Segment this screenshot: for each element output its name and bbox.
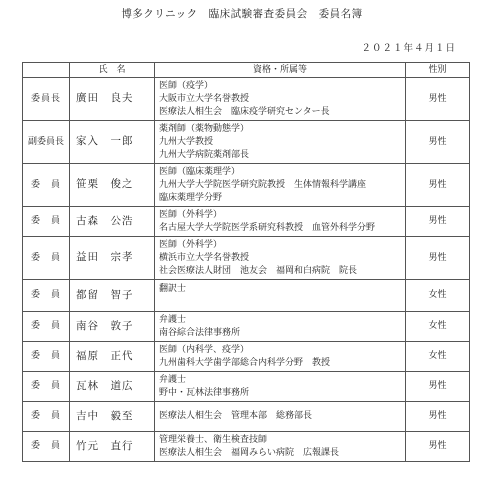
qual-line: 九州大学病院薬剤部長 [159, 149, 250, 160]
role-cell: 副委員長 [23, 121, 70, 164]
role-cell: 委 員 [23, 402, 70, 432]
sex-cell: 男性 [406, 402, 470, 432]
member-name: 益田 宗孝 [76, 251, 134, 263]
qual-line: 臨床薬理学分野 [159, 192, 223, 203]
role-cell: 委 員 [23, 207, 70, 237]
sex-cell: 女性 [406, 312, 470, 342]
document-date: ２０２１年４月１日 [361, 43, 456, 54]
table-row [23, 402, 470, 432]
member-name: 都留 智子 [76, 288, 134, 301]
role-cell: 委 員 [23, 432, 70, 462]
document-title: 博多クリニック 臨床試験審査委員会 委員名簿 [121, 8, 363, 20]
sex-cell: 女性 [406, 342, 470, 372]
sex-cell: 男性 [406, 237, 470, 280]
name-cell [70, 432, 155, 462]
sex-cell: 女性 [406, 280, 470, 312]
sex-cell: 男性 [406, 78, 470, 121]
qual-line: 医療法人相生会 福岡みらい病院 広報課長 [159, 447, 340, 458]
qual-line: 横浜市立大学名誉教授 [159, 252, 250, 263]
table-row [23, 237, 470, 280]
role-cell: 委 員 [23, 342, 70, 372]
qual-line: 医師（外科学） [159, 209, 223, 220]
table-row [23, 164, 470, 207]
member-name: 南谷 敦子 [76, 319, 134, 332]
name-cell [70, 372, 155, 402]
quals-cell [155, 312, 406, 342]
name-cell [70, 207, 155, 237]
qual-line: 翻訳士 [159, 284, 187, 294]
table-row [23, 432, 470, 462]
table-row [23, 342, 470, 372]
member-name: 廣田 良夫 [76, 92, 134, 104]
sex-cell: 男性 [406, 372, 470, 402]
role-cell: 委 員 [23, 237, 70, 280]
member-name: 福原 正代 [76, 349, 134, 362]
sex-cell: 男性 [406, 207, 470, 237]
role-cell: 委員長 [23, 78, 70, 121]
qual-line: 南谷綜合法律事務所 [159, 327, 241, 338]
qual-line: 大阪市立大学名誉教授 [159, 93, 250, 104]
name-cell [70, 402, 155, 432]
qual-line: 九州大学大学院医学研究院教授 生体情報科学講座 [159, 179, 367, 190]
table-row [23, 121, 470, 164]
table-row [23, 312, 470, 342]
quals-cell [155, 402, 406, 432]
quals-cell [155, 342, 406, 372]
member-name: 吉中 毅至 [76, 409, 134, 422]
name-cell [70, 164, 155, 207]
qual-line: 医療法人相生会 管理本部 総務部長 [159, 411, 313, 421]
member-name: 竹元 直行 [76, 439, 134, 452]
member-name: 家入 一郎 [76, 135, 134, 147]
qual-line: 医師（疫学） [159, 80, 214, 91]
name-cell [70, 237, 155, 280]
quals-cell [155, 78, 406, 121]
name-cell [70, 121, 155, 164]
qual-line: 野中・瓦林法律事務所 [159, 387, 250, 398]
table-row [23, 372, 470, 402]
qual-line: 医師（外科学） [159, 239, 223, 250]
name-cell [70, 280, 155, 312]
name-cell [70, 342, 155, 372]
qual-line: 医師（内科学、疫学） [159, 344, 250, 355]
name-cell [70, 312, 155, 342]
qual-line: 弁護士 [159, 374, 187, 385]
qual-line: 名古屋大学大学院医学系研究科教授 血管外科学分野 [159, 222, 376, 233]
sex-cell: 男性 [406, 432, 470, 462]
quals-cell [155, 207, 406, 237]
role-header [23, 63, 70, 78]
qual-line: 弁護士 [159, 314, 187, 325]
table-row [23, 280, 470, 312]
role-cell: 委 員 [23, 312, 70, 342]
qual-line: 九州大学教授 [159, 136, 214, 147]
quals-cell [155, 121, 406, 164]
quals-cell [155, 280, 406, 312]
qual-line: 医師（臨床薬理学） [159, 166, 241, 177]
quals-cell [155, 237, 406, 280]
role-cell: 委 員 [23, 280, 70, 312]
table-header-row [23, 63, 470, 78]
qual-line: 薬剤師（薬物動態学） [159, 123, 250, 134]
sex-header: 性別 [406, 63, 470, 78]
member-name: 古森 公浩 [76, 214, 134, 227]
table-row [23, 207, 470, 237]
role-cell: 委 員 [23, 372, 70, 402]
quals-cell [155, 372, 406, 402]
quals-cell [155, 432, 406, 462]
role-cell: 委 員 [23, 164, 70, 207]
member-name: 瓦林 道広 [76, 379, 134, 392]
qual-line: 医療法人相生会 臨床疫学研究センター長 [159, 106, 330, 117]
quals-cell [155, 164, 406, 207]
sex-cell: 男性 [406, 164, 470, 207]
qual-line: 管理栄養士、衛生検査技師 [159, 434, 268, 445]
qual-line: 社会医療法人財団 池友会 福岡和白病院 院長 [159, 265, 358, 276]
quals-header: 資格・所属等 [155, 63, 406, 78]
name-header: 氏 名 [70, 63, 155, 78]
member-name: 笹栗 俊之 [76, 178, 134, 190]
committee-roster-table [22, 62, 470, 462]
name-cell [70, 78, 155, 121]
table-row [23, 78, 470, 121]
sex-cell: 男性 [406, 121, 470, 164]
qual-line: 九州歯科大学歯学部総合内科学分野 教授 [159, 357, 331, 368]
